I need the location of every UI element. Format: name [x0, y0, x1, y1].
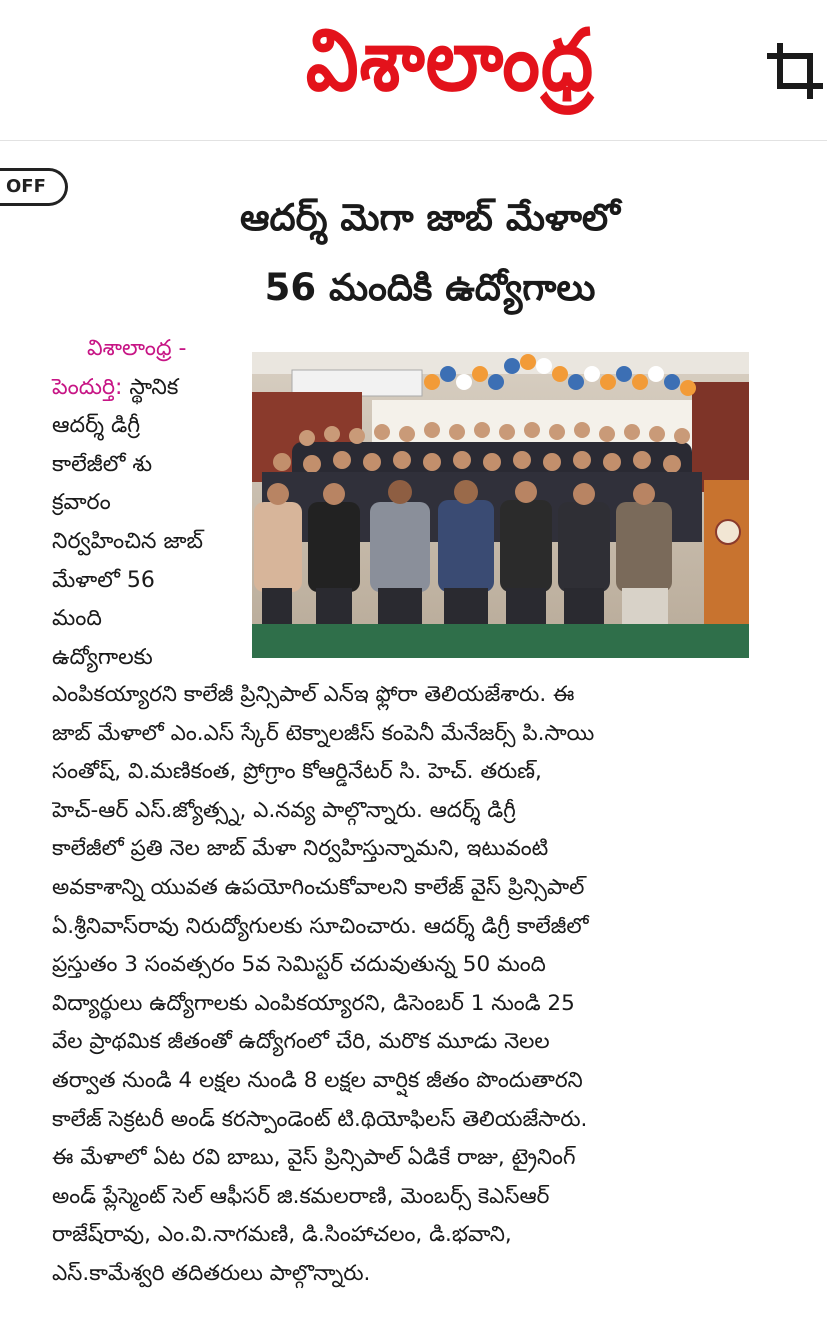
- body-line: ఈ మేళాలో ఏట రవి బాబు, వైస్ ప్రిన్సిపాల్ ఏడికే రాజు, ట్రైనింగ్: [52, 1145, 576, 1171]
- column-line: ఉద్యోగాలకు: [52, 644, 153, 670]
- column-line: మంది: [52, 606, 102, 632]
- column-line: [52, 369, 242, 408]
- body-line: కాలేజ్ సెక్రటరీ అండ్ కరస్పాండెంట్ టి.థియోఫిలస్ తెలియజేసారు.: [52, 1106, 588, 1132]
- column-line-text: స్థానిక: [122, 374, 179, 400]
- article-body: [52, 676, 764, 1294]
- body-line: అవకాశాన్ని యువత ఉపయోగించుకోవాలని కాలేజ్ వైస్ ప్రిన్సిపాల్: [52, 874, 585, 900]
- off-toggle-button[interactable]: OFF: [0, 168, 68, 206]
- body-line: ఎస్.కామేశ్వరి తదితరులు పాల్గొన్నారు.: [52, 1260, 371, 1286]
- column-line: క్రవారం: [52, 490, 111, 516]
- column-line: నిర్వహించిన జాబ్: [52, 528, 204, 554]
- crop-icon[interactable]: [766, 42, 824, 100]
- body-line: ఎంపికయ్యారని కాలేజీ ప్రిన్సిపాల్ ఎన్ఇ ఫ్లోరా తెలియజేశారు. ఈ: [52, 682, 575, 707]
- body-line: హెచ్-ఆర్ ఎస్.జ్యోత్స్న, ఎ.నవ్య పాల్గొన్నారు. ఆదర్శ్ డిగ్రీ: [52, 797, 516, 823]
- group-photo: [252, 352, 749, 658]
- body-line: తర్వాత నుండి 4 లక్షల నుండి 8 లక్షల వార్షిక జీతం పొందుతారని: [52, 1067, 583, 1093]
- newspaper-logo: విశాలాంధ్ర: [305, 11, 595, 111]
- dateline: విశాలాంధ్ర -: [86, 336, 187, 361]
- body-line: కాలేజీలో ప్రతి నెల జాబ్ మేళా నిర్వహిస్తున్నామని, ఇటువంటి: [52, 836, 549, 862]
- body-line: ప్రస్తుతం 3 సంవత్సరం 5వ సెమిస్టర్ చదువుతున్న 50 మంది: [52, 952, 546, 978]
- dateline-line: [52, 330, 242, 369]
- column-line: ఆదర్శ్ డిగ్రీ: [52, 413, 141, 439]
- body-line: అండ్ ప్లేస్మెంట్ సెల్ ఆఫీసర్ జి.కమలరాణి, మెంబర్స్ కెఎస్ఆర్: [52, 1183, 550, 1209]
- body-line: ఏ.శ్రీనివాస్‌రావు నిరుద్యోగులకు సూచించారు. ఆదర్శ్ డిగ్రీ కాలేజీలో: [52, 913, 589, 939]
- masthead: [0, 0, 827, 141]
- body-line: వేల ప్రాథమిక జీతంతో ఉద్యోగంలో చేరి, మరొక మూడు నెలల: [52, 1029, 550, 1055]
- headline-line-1: ఆదర్శ్ మెగా జాబ్ మేళాలో: [240, 196, 620, 239]
- body-line: జాబ్ మేళాలో ఎం.ఎస్ స్కేర్ టెక్నాలజీస్ కంపెనీ మేనేజర్స్ పి.సాయి: [52, 720, 595, 746]
- column-line: మేళాలో 56: [52, 567, 155, 593]
- headline-line-2: 56 మందికి ఉద్యోగాలు: [264, 266, 596, 309]
- body-line: రాజేష్‌రావు, ఎం.వి.నాగమణి, డి.సింహాచలం, డి.భవాని,: [52, 1222, 512, 1248]
- column-line: కాలేజీలో శు: [52, 451, 153, 477]
- dateline-place: పెందుర్తి:: [52, 374, 123, 400]
- body-line: సంతోష్, వి.మణికంత, ప్రోగ్రాం కోఆర్డినేటర్ సి. హెచ్. తరుణ్,: [52, 759, 542, 785]
- article-column: [52, 330, 242, 677]
- body-line: విద్యార్థులు ఉద్యోగాలకు ఎంపికయ్యారని, డిసెంబర్ 1 నుండి 25: [52, 990, 575, 1016]
